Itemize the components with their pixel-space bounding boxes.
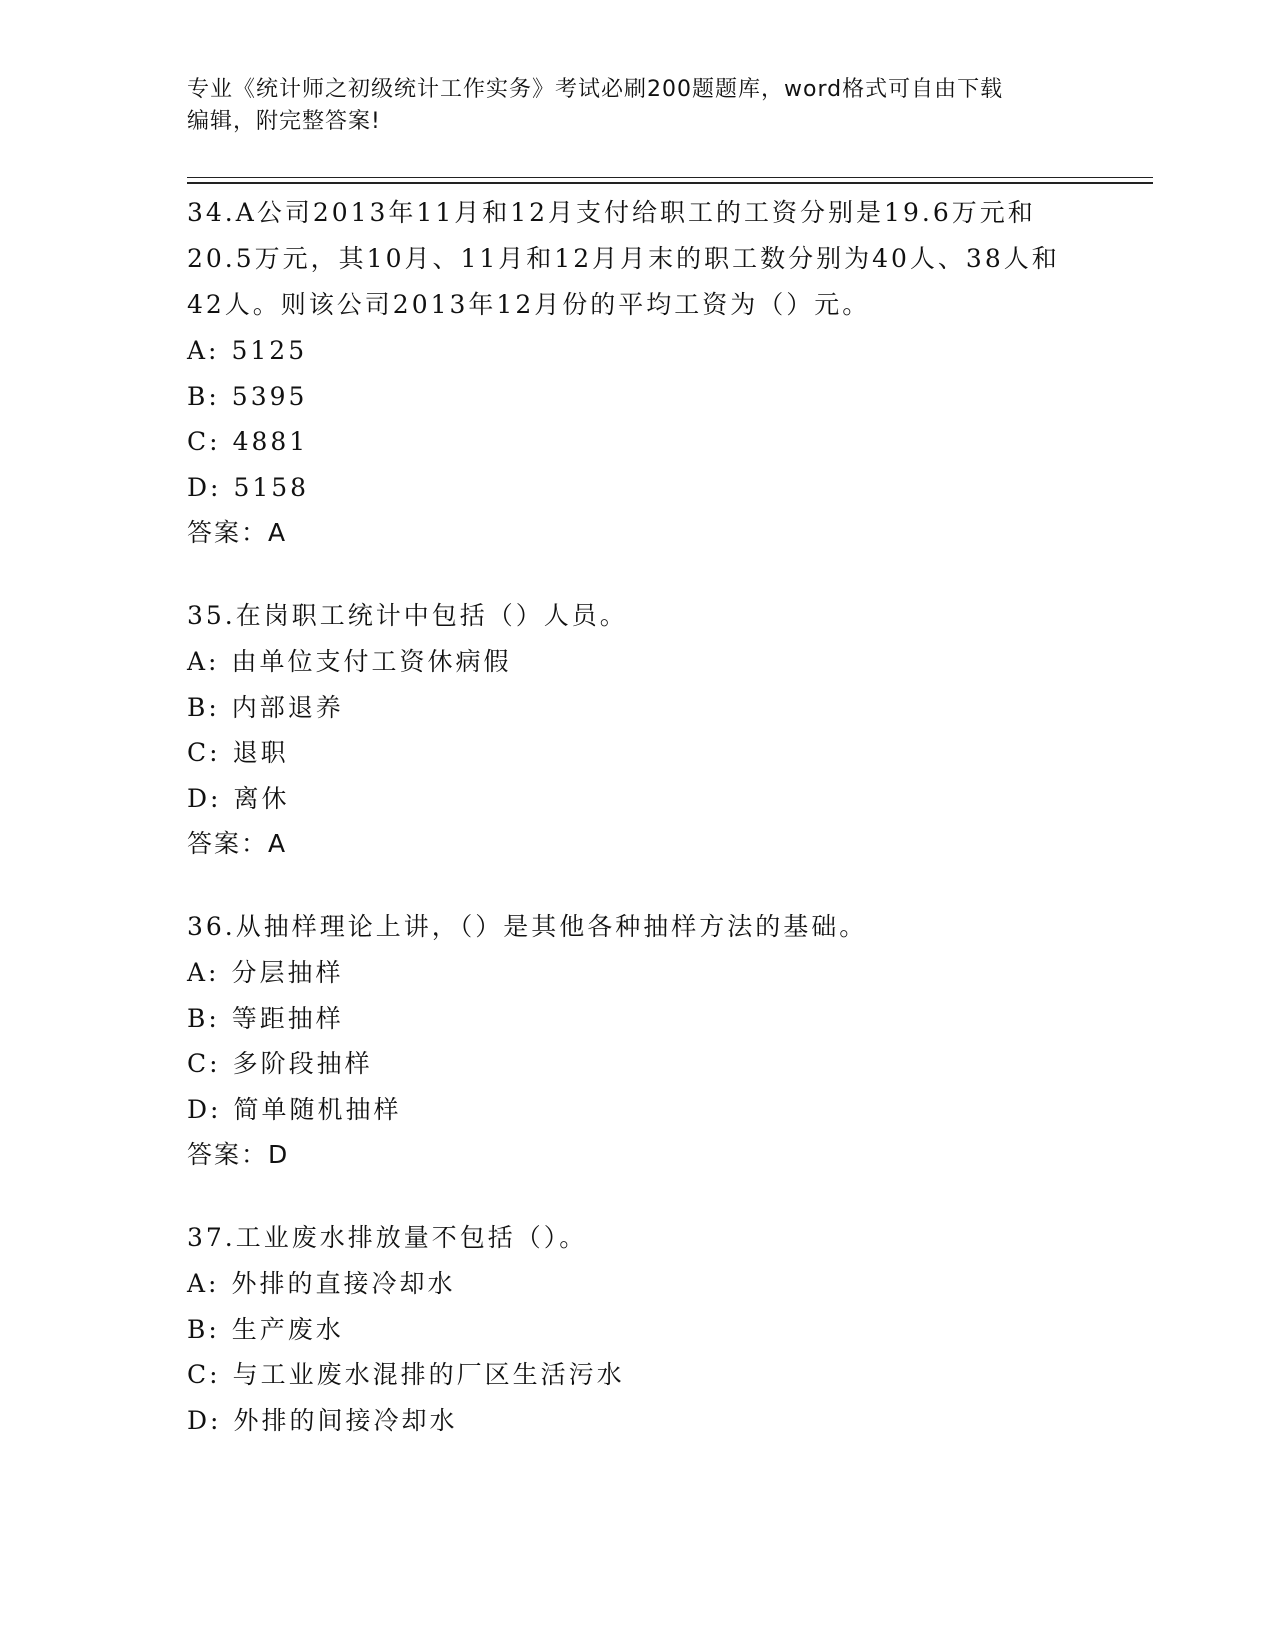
option-value: 分层抽样 xyxy=(231,958,344,987)
option-key: D: xyxy=(187,1405,222,1435)
option-value: 由单位支付工资休病假 xyxy=(231,647,512,676)
option-b xyxy=(187,685,1087,731)
option-b xyxy=(187,374,1087,420)
question-34 xyxy=(187,190,1087,556)
question-35 xyxy=(187,593,1087,867)
option-d xyxy=(187,465,1087,511)
option-c xyxy=(187,419,1087,465)
option-value: 外排的直接冷却水 xyxy=(231,1269,456,1298)
question-text: 34.A公司2013年11月和12月支付给职工的工资分别是19.6万元和20.5万元，其10月、11月和12月月末的职工数分别为40人、38人和42人。则该公司2013年12月份的平均工资为（）元。 xyxy=(187,198,1060,319)
answer-text: 答案：D xyxy=(187,1140,290,1169)
option-d xyxy=(187,776,1087,822)
option-key: D: xyxy=(187,1094,222,1124)
option-value: 5158 xyxy=(233,472,310,502)
option-key: B: xyxy=(187,1314,220,1344)
option-value: 5125 xyxy=(231,336,308,365)
option-a xyxy=(187,950,1087,996)
option-d xyxy=(187,1087,1087,1133)
header-line-1: 专业《统计师之初级统计工作实务》考试必刷200题题库，word格式可自由下载 xyxy=(187,77,1004,102)
question-list xyxy=(187,190,1087,1480)
option-value: 与工业废水混排的厂区生活污水 xyxy=(232,1360,625,1389)
option-key: A: xyxy=(187,1269,220,1298)
option-value: 离休 xyxy=(233,783,290,813)
question-text: 37.工业废水排放量不包括（）。 xyxy=(187,1223,588,1252)
question-37 xyxy=(187,1215,1087,1443)
option-value: 生产废水 xyxy=(231,1314,344,1344)
option-value: 简单随机抽样 xyxy=(233,1094,402,1124)
option-c xyxy=(187,730,1087,776)
option-b xyxy=(187,996,1087,1042)
option-a xyxy=(187,639,1087,685)
option-value: 等距抽样 xyxy=(231,1003,344,1033)
option-d xyxy=(187,1398,1087,1444)
option-key: D: xyxy=(187,783,222,813)
option-a xyxy=(187,1261,1087,1307)
option-value: 外排的间接冷却水 xyxy=(233,1405,458,1435)
option-key: C: xyxy=(187,738,221,767)
option-b xyxy=(187,1307,1087,1353)
option-c xyxy=(187,1041,1087,1087)
option-value: 多阶段抽样 xyxy=(232,1049,373,1078)
option-key: A: xyxy=(187,336,220,365)
question-text: 36.从抽样理论上讲，（）是其他各种抽样方法的基础。 xyxy=(187,912,868,941)
option-key: B: xyxy=(187,381,220,411)
option-value: 内部退养 xyxy=(231,692,344,722)
question-text: 35.在岗职工统计中包括（）人员。 xyxy=(187,601,628,630)
option-key: C: xyxy=(187,1360,221,1389)
option-key: B: xyxy=(187,692,220,722)
header-divider-thick xyxy=(187,182,1153,184)
answer-text: 答案：A xyxy=(187,518,288,547)
option-value: 退职 xyxy=(232,738,289,767)
option-a xyxy=(187,328,1087,374)
option-value: 5395 xyxy=(231,381,308,411)
option-key: B: xyxy=(187,1003,220,1033)
header-divider-thin xyxy=(187,177,1153,178)
header-line-2: 编辑，附完整答案! xyxy=(187,109,381,134)
option-key: D: xyxy=(187,472,222,502)
option-key: A: xyxy=(187,958,220,987)
option-c xyxy=(187,1352,1087,1398)
option-key: C: xyxy=(187,1049,221,1078)
document-header xyxy=(187,74,1077,138)
option-key: A: xyxy=(187,647,220,676)
option-key: C: xyxy=(187,427,221,456)
question-36 xyxy=(187,904,1087,1178)
option-value: 4881 xyxy=(232,427,309,456)
answer-text: 答案：A xyxy=(187,829,288,858)
